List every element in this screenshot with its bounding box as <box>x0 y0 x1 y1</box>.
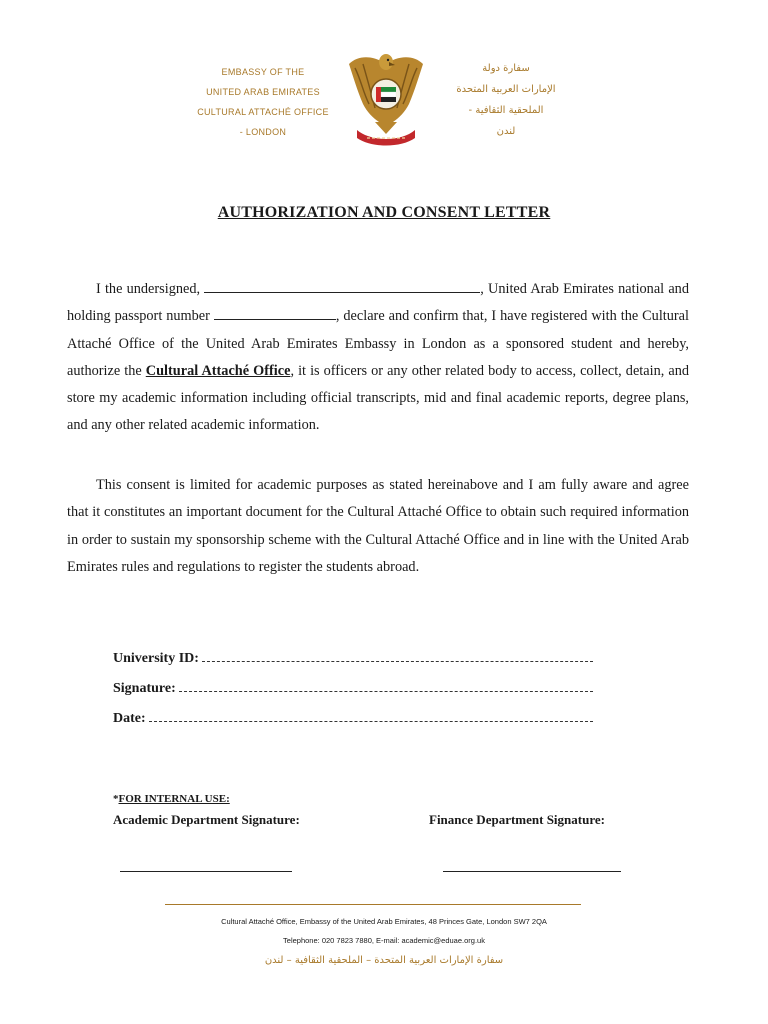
footer-arabic: سفارة الإمارات العربية المتحدة – الملحقية الثقافية – لندن <box>264 955 504 966</box>
date-label: Date: <box>113 711 146 726</box>
p1-text: , United Arab Emirates national and holding passport number <box>67 281 689 325</box>
signature-field[interactable] <box>113 679 593 699</box>
internal-use-heading <box>113 793 230 805</box>
uae-falcon-emblem-icon <box>345 50 427 150</box>
header-ar-line: الإمارات العربية المتحدة <box>456 84 556 95</box>
date-field[interactable] <box>113 709 593 729</box>
p2-text: This consent is limited for academic purposes as stated hereinabove and I am fully aware and agree that it constitutes an important document for the Cultural Attaché Office to obtain such required information in order to sustain my sponsorship scheme with the Cultural Attaché Office and in line with the United Arab Emirates rules and regulations to register the students abroad. <box>67 477 689 575</box>
university-id-field[interactable] <box>113 649 593 669</box>
internal-asterisk: * <box>113 793 119 805</box>
consent-paragraph-1 <box>67 276 689 440</box>
internal-use-label: FOR INTERNAL USE: <box>118 793 230 805</box>
footer-divider <box>165 904 581 905</box>
finance-signature-line[interactable] <box>443 870 621 872</box>
header-ar-line: لندن <box>496 126 516 137</box>
date-line[interactable] <box>149 709 593 722</box>
embassy-name-english <box>196 62 330 142</box>
signature-label: Signature: <box>113 681 176 696</box>
header-en-line: UNITED ARAB EMIRATES <box>206 87 320 97</box>
p1-text: I the undersigned, <box>96 281 205 297</box>
footer-address: Cultural Attaché Office, Embassy of the United Arab Emirates, 48 Princes Gate, London SW7 2QA <box>221 917 547 926</box>
header-en-line: - LONDON <box>239 127 287 137</box>
university-id-label: University ID: <box>113 651 199 666</box>
finance-signature-label: Finance Department Signature: <box>429 812 605 827</box>
consent-paragraph-2 <box>67 472 689 581</box>
p1-text: , declare and confirm that, I have registered with the Cultural Attaché Office of the United Arab Emirates Embassy in London as a sponsored student and hereby, authorize the <box>67 308 689 379</box>
p1-text: , it is officers or any other related body to access, collect, detain, and store my academic information including official transcripts, mid and final academic reports, degree plans, and any other related academic information. <box>67 362 689 434</box>
cultural-attache-office-emphasis: Cultural Attaché Office <box>145 362 291 379</box>
header-ar-line: الملحقية الثقافية - <box>468 105 544 116</box>
university-id-line[interactable] <box>202 649 593 662</box>
academic-signature-line[interactable] <box>120 870 292 872</box>
footer-contact: Telephone: 020 7823 7880, E-mail: academic@eduae.org.uk <box>283 936 485 945</box>
header-en-line: EMBASSY OF THE <box>221 67 305 77</box>
passport-blank[interactable] <box>214 318 336 320</box>
name-blank[interactable] <box>204 291 480 293</box>
signature-line[interactable] <box>179 679 593 692</box>
embassy-name-arabic <box>446 58 566 142</box>
header-ar-line: سفارة دولة <box>482 63 530 74</box>
academic-signature-label: Academic Department Signature: <box>113 812 300 827</box>
header-en-line: CULTURAL ATTACHÉ OFFICE <box>197 107 329 117</box>
document-title: AUTHORIZATION AND CONSENT LETTER <box>217 204 551 221</box>
